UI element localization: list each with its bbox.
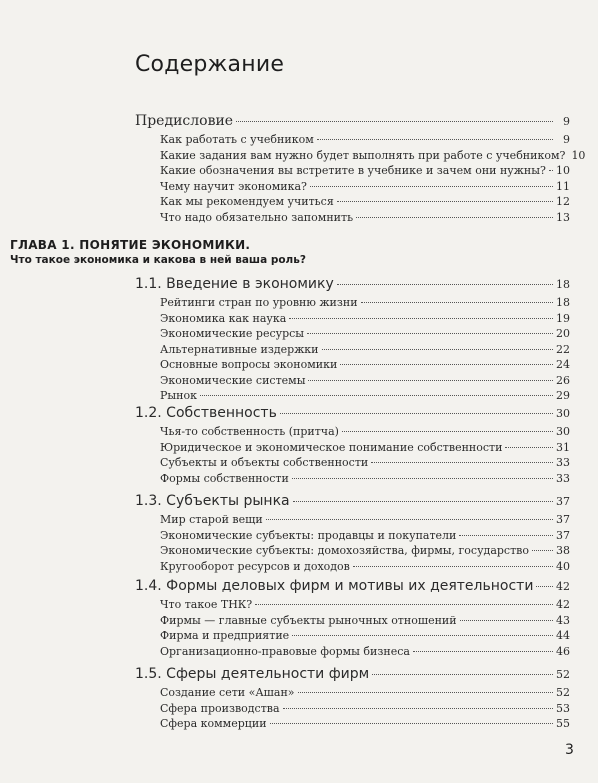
toc-page-number: 37 bbox=[556, 495, 570, 508]
toc-subentry-label: Юридическое и экономическое понимание собственности bbox=[160, 440, 503, 454]
dot-leader bbox=[460, 620, 553, 621]
toc-subentry[interactable] bbox=[135, 529, 570, 545]
toc-subentry[interactable] bbox=[135, 441, 570, 457]
dot-leader bbox=[536, 586, 553, 587]
dot-leader bbox=[308, 380, 553, 381]
toc-subentry[interactable] bbox=[135, 702, 570, 718]
toc-page-number: 31 bbox=[556, 440, 570, 454]
dot-leader bbox=[322, 349, 553, 350]
toc-section-label: 1.3. Субъекты рынка bbox=[135, 493, 290, 509]
toc-subentry[interactable] bbox=[135, 164, 570, 180]
toc-page-number: 37 bbox=[556, 513, 570, 526]
dot-leader bbox=[200, 395, 553, 396]
toc-entry-preface[interactable] bbox=[135, 113, 570, 133]
dot-leader bbox=[266, 519, 553, 520]
page-title: Содержание bbox=[135, 52, 285, 77]
toc-page-number: 33 bbox=[556, 471, 570, 485]
toc-subentry-label: Фирма и предприятие bbox=[160, 629, 290, 642]
dot-leader bbox=[292, 478, 553, 479]
toc-subentry-label: Сфера коммерции bbox=[160, 717, 267, 730]
toc-section-1-2 bbox=[135, 405, 570, 487]
toc-page-number: 42 bbox=[556, 580, 570, 593]
toc-subentry-label: Как работать с учебником bbox=[160, 133, 314, 146]
toc-subentry-label: Организационно-правовые формы бизнеса bbox=[160, 644, 410, 658]
toc-page-number: 10 bbox=[571, 148, 586, 162]
toc-subentry[interactable] bbox=[135, 374, 570, 390]
toc-page-number: 46 bbox=[556, 644, 570, 658]
toc-page-number: 24 bbox=[556, 358, 570, 371]
toc-subentry[interactable] bbox=[135, 296, 570, 312]
toc-subentry[interactable] bbox=[135, 598, 570, 614]
dot-leader bbox=[459, 535, 553, 536]
dot-leader bbox=[289, 318, 553, 319]
toc-subentry-label: Рейтинги стран по уровню жизни bbox=[160, 296, 358, 309]
toc-page-number: 43 bbox=[556, 613, 570, 627]
toc-subentry-label: Чему научит экономика? bbox=[160, 179, 307, 193]
toc-page-number: 13 bbox=[556, 210, 570, 224]
toc-subentry-label: Кругооборот ресурсов и доходов bbox=[160, 559, 350, 573]
toc-subentry-label: Экономические системы bbox=[160, 373, 306, 387]
dot-leader bbox=[270, 723, 553, 724]
dot-leader bbox=[413, 651, 553, 652]
toc-section-1-3 bbox=[135, 493, 570, 575]
toc-subentry[interactable] bbox=[135, 614, 570, 630]
toc-subentry[interactable] bbox=[135, 358, 570, 374]
chapter-heading bbox=[10, 238, 306, 266]
toc-subentry[interactable] bbox=[135, 425, 570, 441]
toc-subentry-label: Какие обозначения вы встретите в учебнике и зачем они нужны? bbox=[160, 164, 546, 177]
toc-page-number: 19 bbox=[556, 311, 570, 325]
dot-leader bbox=[293, 501, 553, 502]
toc-subentry[interactable] bbox=[135, 133, 570, 149]
dot-leader bbox=[255, 604, 553, 605]
toc-page-number: 11 bbox=[556, 179, 570, 193]
toc-subentry-label: Рынок bbox=[160, 389, 197, 402]
dot-leader bbox=[361, 302, 553, 303]
chapter-subtitle: Что такое экономика и какова в ней ваша роль? bbox=[10, 254, 306, 266]
toc-page-number: 52 bbox=[556, 686, 570, 699]
dot-leader bbox=[317, 139, 553, 140]
toc-subentry-label: Что такое ТНК? bbox=[160, 598, 253, 611]
toc-page-number: 18 bbox=[556, 296, 570, 309]
toc-section-entry[interactable] bbox=[135, 405, 570, 425]
toc-subentry-label: Основные вопросы экономики bbox=[160, 358, 338, 371]
toc-subentry[interactable] bbox=[135, 560, 570, 576]
dot-leader bbox=[337, 284, 553, 285]
toc-section-1-5 bbox=[135, 666, 570, 733]
dot-leader bbox=[549, 170, 553, 171]
toc-page-number: 33 bbox=[556, 456, 570, 469]
toc-section-1-4 bbox=[135, 578, 570, 660]
toc-subentry[interactable] bbox=[135, 544, 570, 560]
dot-leader bbox=[292, 635, 553, 636]
dot-leader bbox=[280, 413, 553, 414]
toc-page-number: 9 bbox=[563, 115, 570, 128]
toc-subentry-label: Субъекты и объекты собственности bbox=[160, 456, 369, 469]
toc-page-number: 44 bbox=[556, 629, 570, 642]
dot-leader bbox=[372, 674, 553, 675]
toc-page-number: 42 bbox=[556, 598, 570, 611]
toc-subentry-label: Фирмы — главные субъекты рыночных отношений bbox=[160, 613, 457, 627]
toc-subentry[interactable] bbox=[135, 211, 570, 227]
toc-section-label: 1.5. Сферы деятельности фирм bbox=[135, 666, 370, 682]
toc-page-number: 53 bbox=[556, 701, 570, 715]
toc-section-entry[interactable] bbox=[135, 493, 570, 513]
toc-section-entry[interactable] bbox=[135, 666, 570, 686]
toc-page-number: 37 bbox=[556, 528, 570, 542]
toc-subentry[interactable] bbox=[135, 343, 570, 359]
dot-leader bbox=[371, 462, 553, 463]
toc-page-number: 38 bbox=[556, 544, 570, 557]
toc-section-1-1 bbox=[135, 276, 570, 405]
toc-subentry[interactable] bbox=[135, 312, 570, 328]
toc-subentry-label: Экономические субъекты: домохозяйства, фирмы, государство bbox=[160, 544, 529, 557]
dot-leader bbox=[283, 708, 553, 709]
dot-leader bbox=[356, 217, 553, 218]
toc-subentry-label: Какие задания вам нужно будет выполнять при работе с учебником? bbox=[160, 148, 566, 162]
dot-leader bbox=[353, 566, 553, 567]
toc-subentry-label: Формы собственности bbox=[160, 471, 289, 485]
dot-leader bbox=[532, 550, 553, 551]
toc-subentry-label: Как мы рекомендуем учиться bbox=[160, 195, 334, 208]
toc-subentry[interactable] bbox=[135, 456, 570, 472]
toc-subentry-label: Мир старой вещи bbox=[160, 513, 263, 526]
toc-page-number: 30 bbox=[556, 407, 570, 420]
toc-subentry-label: Экономические субъекты: продавцы и покупатели bbox=[160, 528, 457, 542]
toc-page-number: 29 bbox=[556, 389, 570, 402]
toc-section-entry[interactable] bbox=[135, 578, 570, 598]
toc-section-label: 1.2. Собственность bbox=[135, 405, 277, 421]
toc-subentry[interactable] bbox=[135, 195, 570, 211]
toc-page-number: 18 bbox=[556, 278, 570, 291]
toc-page-number: 20 bbox=[556, 327, 570, 340]
dot-leader bbox=[340, 364, 553, 365]
toc-subentry[interactable] bbox=[135, 629, 570, 645]
dot-leader bbox=[298, 692, 553, 693]
dot-leader bbox=[505, 447, 553, 448]
dot-leader bbox=[342, 431, 553, 432]
page-number: 3 bbox=[565, 742, 574, 758]
toc-subentry[interactable] bbox=[135, 513, 570, 529]
dot-leader bbox=[337, 201, 553, 202]
toc-page-number: 55 bbox=[556, 717, 570, 730]
toc-section-entry[interactable] bbox=[135, 276, 570, 296]
dot-leader bbox=[310, 186, 553, 187]
toc-entry-label: Предисловие bbox=[135, 113, 234, 129]
chapter-title: ГЛАВА 1. ПОНЯТИЕ ЭКОНОМИКИ. bbox=[10, 238, 251, 252]
toc-page-number: 22 bbox=[556, 342, 570, 356]
toc-subentry-label: Экономика как наука bbox=[160, 311, 287, 325]
toc-page-number: 9 bbox=[563, 133, 570, 146]
toc-section-label: 1.1. Введение в экономику bbox=[135, 276, 334, 292]
toc-page-number: 26 bbox=[556, 373, 570, 387]
toc-subentry[interactable] bbox=[135, 148, 586, 165]
toc-subentry-label: Что надо обязательно запомнить bbox=[160, 210, 354, 224]
dot-leader bbox=[236, 121, 553, 122]
toc-section-label: 1.4. Формы деловых фирм и мотивы их деятельности bbox=[135, 578, 534, 594]
dot-leader bbox=[307, 333, 553, 334]
toc-subentry[interactable] bbox=[135, 686, 570, 702]
toc-subentry[interactable] bbox=[135, 389, 570, 405]
toc-subentry-label: Альтернативные издержки bbox=[160, 342, 319, 356]
toc-page-number: 52 bbox=[556, 668, 570, 681]
toc-page-number: 10 bbox=[556, 164, 570, 177]
toc-page-number: 12 bbox=[556, 195, 570, 208]
toc-subentry-label: Создание сети «Ашан» bbox=[160, 686, 295, 699]
toc-preface bbox=[135, 113, 586, 226]
toc-subentry[interactable] bbox=[135, 717, 570, 733]
toc-page-number: 40 bbox=[556, 559, 570, 573]
toc-subentry-label: Сфера производства bbox=[160, 701, 280, 715]
toc-subentry[interactable] bbox=[135, 472, 570, 488]
toc-page-number: 30 bbox=[556, 425, 570, 438]
toc-subentry-label: Экономические ресурсы bbox=[160, 327, 305, 340]
toc-subentry[interactable] bbox=[135, 645, 570, 661]
toc-subentry-label: Чья-то собственность (притча) bbox=[160, 425, 339, 438]
toc-subentry[interactable] bbox=[135, 180, 570, 196]
toc-subentry[interactable] bbox=[135, 327, 570, 343]
